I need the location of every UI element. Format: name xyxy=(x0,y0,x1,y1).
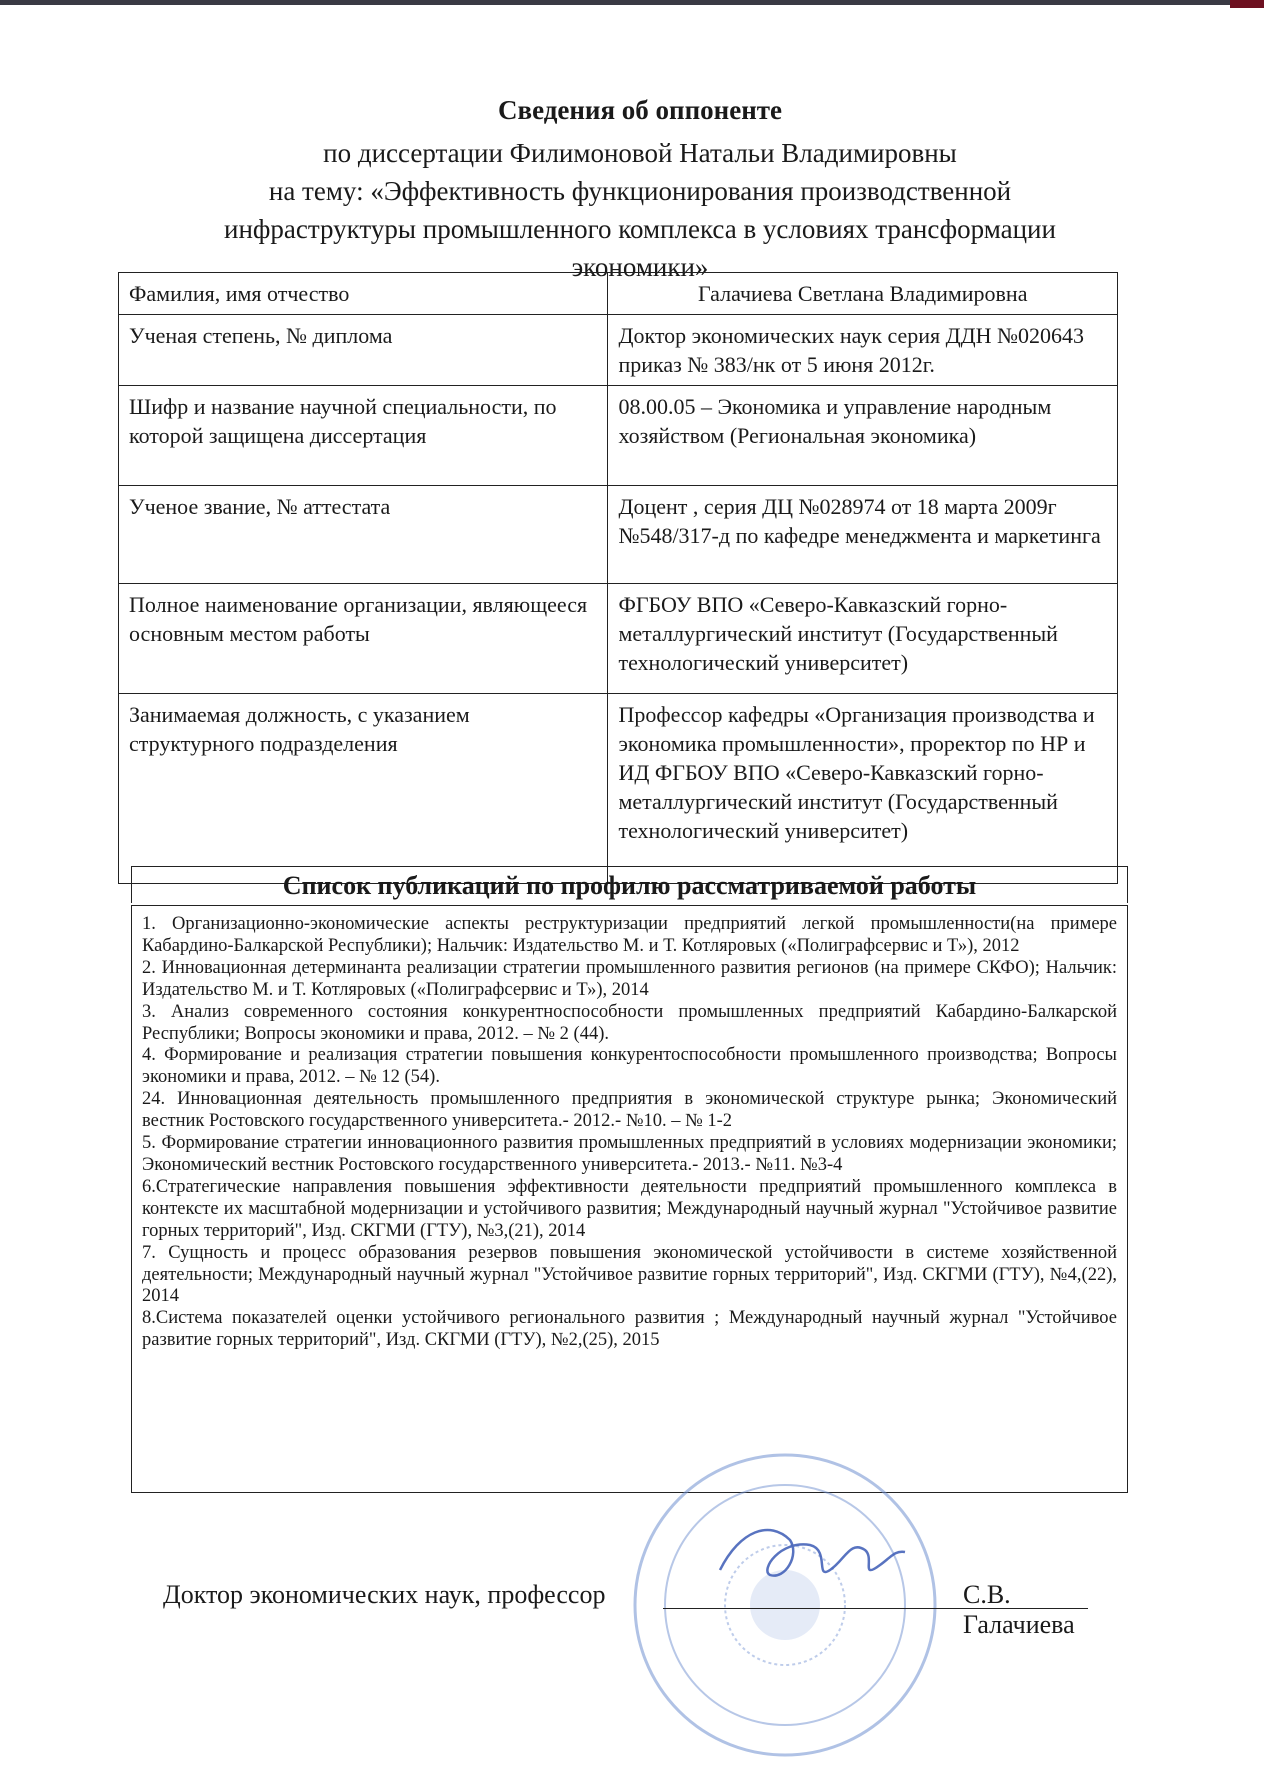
scan-corner-mark xyxy=(1230,0,1264,8)
list-item: 6.Стратегические направления повышения эффективности деятельности предприятий промышленного комплекса в контексте их масштабной модернизации и устойчивого развития; Международный научный журнал "Устойчивое развитие горных территорий", Изд. СКГМИ (ГТУ), №3,(21), 2014 xyxy=(142,1176,1117,1241)
opponent-info-table xyxy=(118,272,1118,884)
list-item: 7. Сущность и процесс образования резервов повышения экономической устойчивости в системе хозяйственной деятельности; Международный научный журнал "Устойчивое развитие горных территорий", Изд. СКГМИ (ГТУ), №4,(22), 2014 xyxy=(142,1242,1117,1307)
row-label-degree: Ученая степень, № диплома xyxy=(119,315,608,386)
list-item: 3. Анализ современного состояния конкурентноспособности промышленных предприятий Кабардино-Балкарской Республики; Вопросы экономики и права, 2012. – № 2 (44). xyxy=(142,1001,1117,1044)
row-label-academic-title: Ученое звание, № аттестата xyxy=(119,486,608,584)
row-label-organization: Полное наименование организации, являющееся основным местом работы xyxy=(119,584,608,694)
dissertation-topic-line-1: на тему: «Эффективность функционирования производственной xyxy=(268,176,1012,206)
row-value-organization: ФГБОУ ВПО «Северо-Кавказский горно-металлургический институт (Государственный технологический университет) xyxy=(608,584,1118,694)
dissertation-topic-line-2: инфраструктуры промышленного комплекса в условиях трансформации xyxy=(224,214,1056,244)
row-label-specialty: Шифр и название научной специальности, по которой защищена диссертация xyxy=(119,386,608,486)
table-row xyxy=(119,315,1118,386)
list-item: 5. Формирование стратегии инновационного развития промышленных предприятий в условиях модернизации экономики; Экономический вестник Ростовского государственного университета.- 2013.- №11. №3-4 xyxy=(142,1133,1117,1175)
row-value-position: Профессор кафедры «Организация производства и экономика промышленности», проректор по НР и ИД ФГБОУ ВПО «Северо-Кавказский горно-металлургический институт (Государственный технологический университет) xyxy=(608,694,1118,884)
list-item: 8.Система показателей оценки устойчивого регионального развития ; Международный научный журнал "Устойчивое развитие горных территорий", Изд. СКГМИ (ГТУ), №2,(25), 2015 xyxy=(142,1308,1117,1351)
row-value-degree: Доктор экономических наук серия ДДН №020643 приказ № 383/нк от 5 июня 2012г. xyxy=(608,315,1118,386)
document-title: Сведения об оппоненте xyxy=(497,95,783,125)
dissertation-author-line: по диссертации Филимоновой Натальи Владимировны xyxy=(323,138,957,168)
publications-list xyxy=(131,905,1128,1493)
list-item: 2. Инновационная детерминанта реализации стратегии промышленного развития регионов (на примере СКФО); Нальчик: Издательство М. и Т. Котляровых («Полиграфсервис и Т»), 2014 xyxy=(142,957,1117,1000)
table-row xyxy=(119,486,1118,584)
row-label-full-name: Фамилия, имя отчество xyxy=(119,273,608,315)
document-header xyxy=(140,95,1140,286)
table-row xyxy=(119,273,1118,315)
list-item: 1. Организационно-экономические аспекты реструктуризации предприятий легкой промышленности(на примере Кабардино-Балкарской Республики); Нальчик: Издательство М. и Т. Котляровых («Полиграфсервис и Т»), 2012 xyxy=(142,914,1117,956)
table-row xyxy=(119,584,1118,694)
publications-heading: Список публикаций по профилю рассматриваемой работы xyxy=(131,866,1128,903)
row-value-academic-title: Доцент , серия ДЦ №028974 от 18 марта 2009г №548/317-д по кафедре менеджмента и маркетинга xyxy=(608,486,1118,584)
signer-name: С.В. Галачиева xyxy=(963,1580,1075,1639)
table-row xyxy=(119,694,1118,884)
table-row xyxy=(119,386,1118,486)
dissertation-topic-line-3: экономики» xyxy=(571,252,709,282)
signer-position: Доктор экономических наук, профессор xyxy=(163,1580,606,1609)
row-value-full-name: Галачиева Светлана Владимировна xyxy=(608,273,1118,315)
signature-row xyxy=(163,1580,1123,1639)
row-value-specialty: 08.00.05 – Экономика и управление народным хозяйством (Региональная экономика) xyxy=(608,386,1118,486)
scan-top-edge xyxy=(0,0,1264,5)
row-label-position: Занимаемая должность, с указанием структурного подразделения xyxy=(119,694,608,884)
list-item: 24. Инновационная деятельность промышленного предприятия в экономической структуре рынка; Экономический вестник Ростовского государственного университета.- 2012.- №10. – № 1-2 xyxy=(142,1089,1117,1132)
list-item: 4. Формирование и реализация стратегии повышения конкурентоспособности промышленного производства; Вопросы экономики и права, 2012. – № 12 (54). xyxy=(142,1045,1117,1088)
